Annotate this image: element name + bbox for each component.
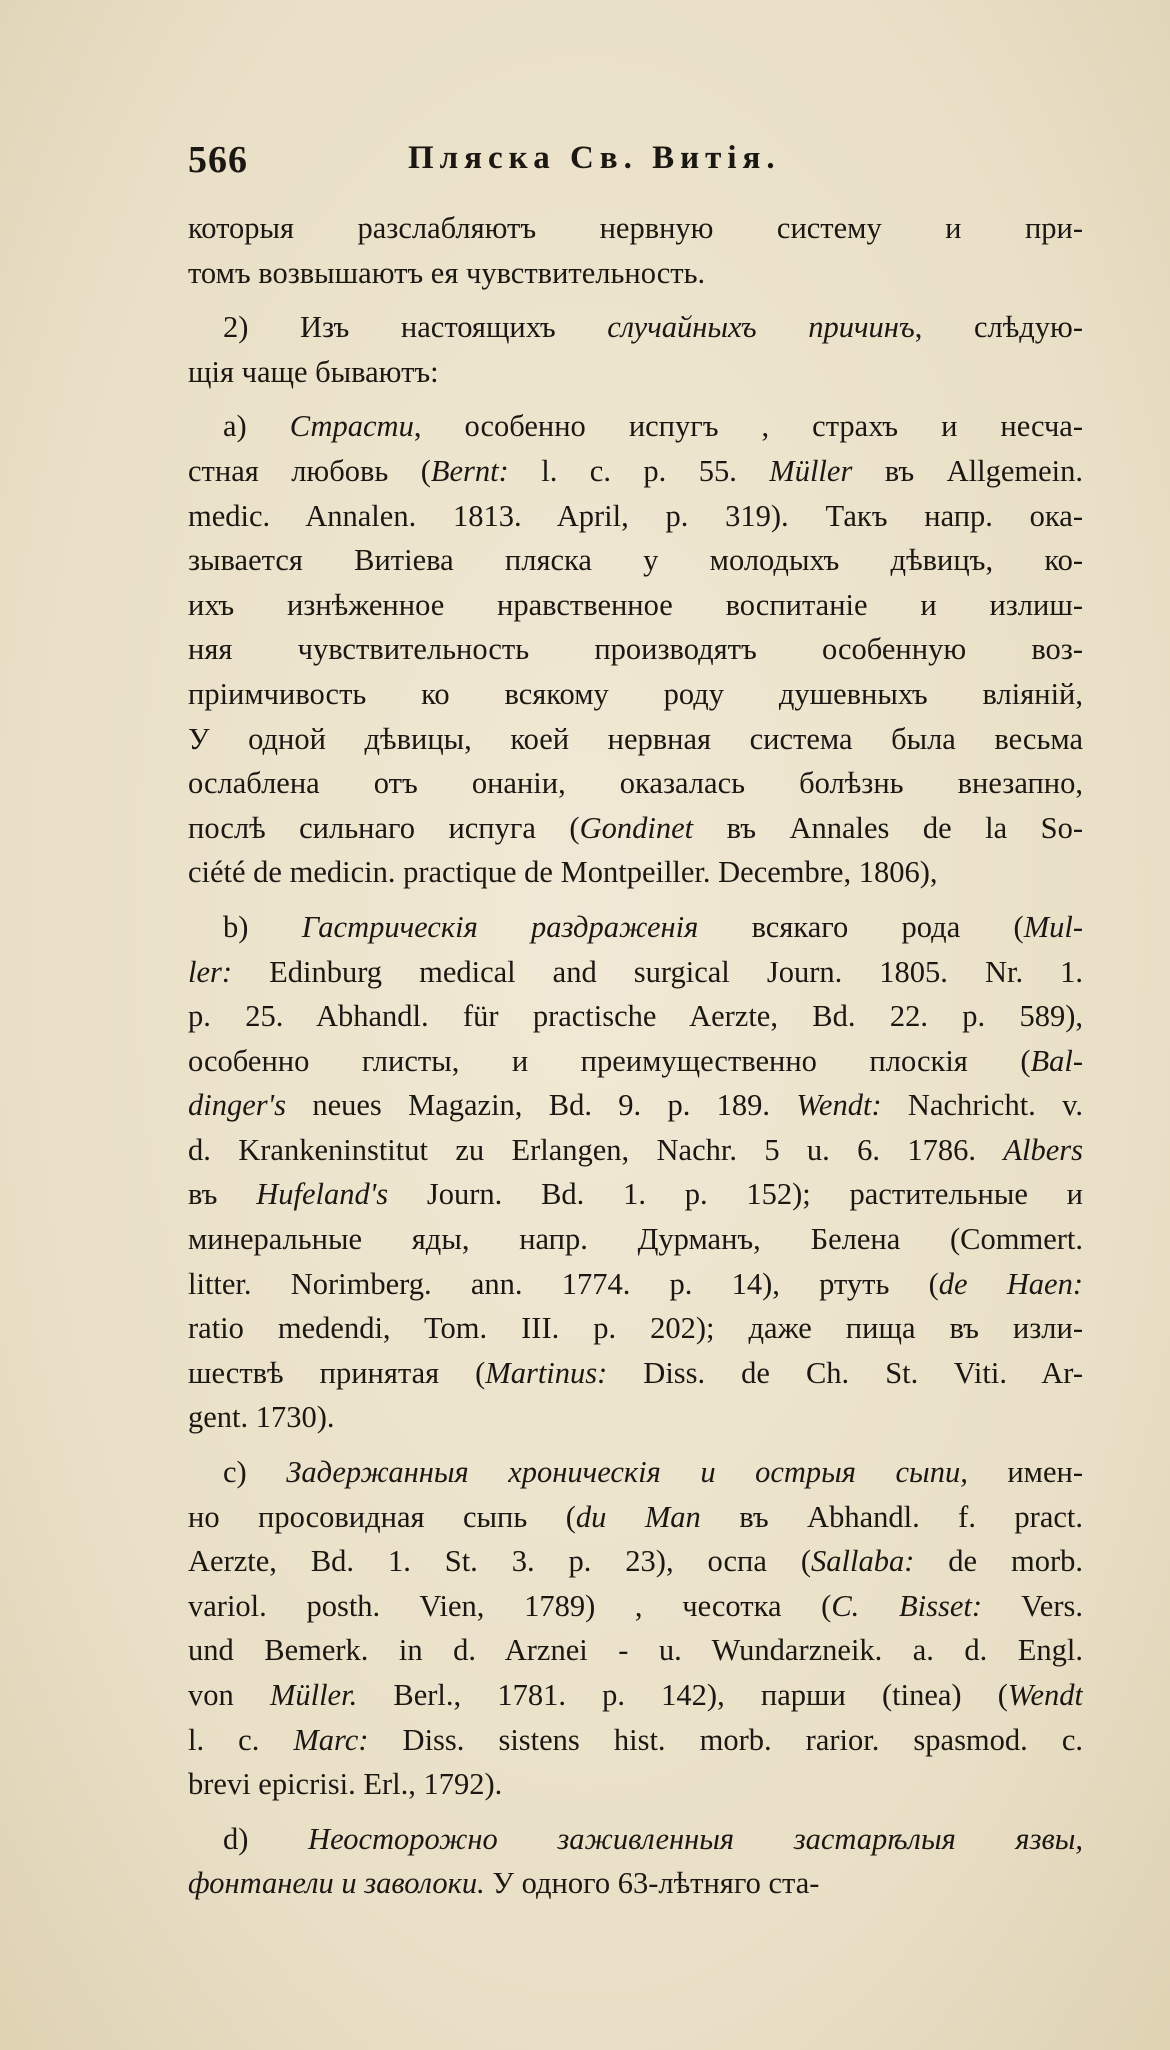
text-segment: томъ возвышаютъ ея чувствительность. [188, 255, 706, 290]
paragraph-d-ulcers [188, 1817, 1083, 1906]
italic-segment: Hufeland's [256, 1177, 389, 1212]
running-title: Пляска Св. Витія. [408, 140, 781, 176]
text-line [188, 449, 1083, 494]
text-segment: шествѣ принятая ( [188, 1355, 486, 1390]
text-segment: brevi epicrisi. Erl., 1792). [188, 1767, 503, 1802]
italic-segment: Страсти [289, 409, 414, 444]
text-segment: , особенно испугъ , страхъ и несча- [413, 409, 1083, 444]
paragraph-c-eruptions [188, 1450, 1083, 1807]
text-line [223, 1450, 1083, 1495]
text-segment: l. c. p. 55. [508, 453, 770, 488]
text-line [188, 672, 1083, 717]
text-segment: ихъ изнѣженное нравственное воспитаніе и излиш- [188, 587, 1083, 622]
text-segment: У одной дѣвицы, коей нервная система была весьма [188, 721, 1083, 756]
text-segment: минеральные яды, напр. Дурманъ, Белена (Commert. [188, 1222, 1083, 1257]
text-segment: variol. posth. Vien, 1789) , чесотка ( [188, 1588, 832, 1623]
text-line [188, 627, 1083, 672]
text-segment: neues Magazin, Bd. 9. p. 189. [286, 1088, 797, 1123]
italic-segment: Gondinet [579, 810, 694, 845]
text-segment: но просовидная сыпь ( [188, 1499, 576, 1534]
text-line [188, 251, 1083, 296]
text-segment: ciété de medicin. practique de Montpeiller. Decembre, 1806), [188, 855, 938, 890]
text-segment: Nachricht. v. [881, 1088, 1083, 1123]
italic-segment: Martinus: [485, 1355, 608, 1390]
italic-segment: C. Bisset: [831, 1588, 983, 1623]
text-line [188, 1861, 1083, 1906]
text-line [188, 1762, 1083, 1807]
text-segment: d) [223, 1821, 309, 1856]
text-segment: l. c. [188, 1722, 294, 1757]
text-segment: всякаго рода ( [698, 909, 1024, 944]
text-segment: стная любовь ( [188, 453, 431, 488]
text-segment: Berl., 1781. p. 142), парши (tinea) ( [357, 1678, 1008, 1712]
text-segment: въ [188, 1177, 257, 1212]
text-line [188, 1128, 1083, 1173]
italic-segment: Mul- [1023, 909, 1083, 944]
italic-segment: Albers [1003, 1132, 1083, 1167]
text-line [188, 1718, 1083, 1763]
text-line [188, 806, 1083, 851]
italic-segment: dinger's [188, 1088, 287, 1123]
paragraph-continuation [188, 206, 1083, 295]
italic-segment: ler: [188, 954, 233, 989]
text-line [188, 350, 1083, 395]
text-segment: d. Krankeninstitut zu Erlangen, Nachr. 5 u. 6. 1786. [188, 1132, 1004, 1167]
text-line [223, 1817, 1083, 1862]
text-segment: зывается Витіева пляска у молодыхъ дѣвицъ, ко- [188, 543, 1083, 578]
text-segment: de morb. [914, 1544, 1083, 1579]
body-text [188, 196, 1083, 1906]
text-segment: b) [223, 909, 302, 944]
paragraph-a-passions [188, 404, 1083, 895]
italic-segment: случайныхъ причинъ [607, 310, 915, 345]
text-line [188, 950, 1083, 995]
text-line [188, 761, 1083, 806]
text-line [188, 1395, 1083, 1440]
text-line [188, 1584, 1083, 1629]
text-segment: имен- [967, 1455, 1083, 1490]
paragraph-b-gastric [188, 905, 1083, 1440]
text-segment: У одного 63-лѣтняго ста- [484, 1866, 820, 1901]
text-line [188, 583, 1083, 628]
text-segment: послѣ сильнаго испуга ( [188, 810, 580, 845]
text-segment: Diss. sistens hist. morb. rarior. spasmod. c. [368, 1722, 1083, 1757]
text-segment: gent. 1730). [188, 1400, 335, 1435]
italic-segment: Sallaba: [811, 1544, 915, 1579]
text-line [223, 404, 1083, 449]
text-line [188, 494, 1083, 539]
italic-segment: Müller [769, 453, 853, 488]
text-segment: няя чувствительность производятъ особенную воз- [188, 632, 1083, 667]
text-line [188, 1628, 1083, 1673]
paragraph-cause-2 [188, 305, 1083, 394]
italic-segment: Bal- [1030, 1043, 1083, 1078]
text-line [188, 1262, 1083, 1307]
text-line [188, 538, 1083, 583]
text-segment: въ Abhandl. f. pract. [700, 1499, 1083, 1534]
text-segment: щія чаще бываютъ: [188, 354, 439, 389]
italic-segment: Неосторожно заживленныя застарѣлыя язвы, [308, 1821, 1083, 1856]
text-segment: въ Annales de la So- [693, 810, 1083, 845]
italic-segment: du Man [575, 1499, 701, 1534]
text-line [188, 1039, 1083, 1084]
text-segment: ratio medendi, Tom. III. p. 202); даже пища въ изли- [188, 1311, 1083, 1346]
text-segment: Edinburg medical and surgical Journ. 1805. Nr. 1. [232, 954, 1083, 989]
text-line [188, 1673, 1083, 1718]
text-segment: которыя разслабляютъ нервную систему и при- [188, 211, 1083, 245]
page-number: 566 [188, 139, 248, 181]
italic-segment: Müller. [269, 1678, 358, 1712]
text-segment: Vers. [982, 1588, 1083, 1623]
text-line [188, 1495, 1083, 1540]
text-segment: Journ. Bd. 1. p. 152); растительные и [388, 1177, 1083, 1212]
text-line [188, 1306, 1083, 1351]
italic-segment: Wendt: [796, 1088, 882, 1123]
italic-segment: Bernt: [430, 453, 509, 488]
text-line [188, 850, 1083, 895]
text-segment: , слѣдую- [914, 310, 1083, 345]
text-segment: medic. Annalen. 1813. April, p. 319). Такъ напр. ока- [188, 498, 1083, 533]
text-line [188, 1539, 1083, 1584]
italic-segment: Marc: [293, 1722, 369, 1757]
text-line [188, 994, 1083, 1039]
italic-segment: Гастрическія раздраженія [301, 909, 699, 944]
text-line [188, 1217, 1083, 1262]
text-line [188, 1083, 1083, 1128]
italic-segment: Wendt [1007, 1678, 1083, 1712]
text-segment: въ Allgemein. [852, 453, 1083, 488]
text-segment: 2) Изъ настоящихъ [223, 310, 608, 345]
text-line [188, 1351, 1083, 1396]
italic-segment: Задержанныя хроническія и острыя сыпи, [286, 1455, 968, 1490]
text-segment: von [188, 1678, 270, 1712]
text-line [223, 905, 1083, 950]
text-segment: und Bemerk. in d. Arznei - u. Wundarzneik. a. d. Engl. [188, 1633, 1083, 1668]
page-header [188, 138, 948, 198]
text-segment: Diss. de Ch. St. Viti. Ar- [607, 1355, 1083, 1390]
text-line [188, 717, 1083, 762]
text-line [188, 206, 1083, 251]
text-segment: c) [223, 1455, 287, 1490]
text-line [188, 1172, 1083, 1217]
text-segment: ослаблена отъ онаніи, оказалась болѣзнь внезапно, [188, 766, 1083, 801]
text-segment: Aerzte, Bd. 1. St. 3. p. 23), оспа ( [188, 1544, 811, 1579]
text-segment: litter. Norimberg. ann. 1774. p. 14), ртуть ( [188, 1266, 939, 1301]
text-segment: a) [223, 409, 290, 444]
text-segment: особенно глисты, и преимущественно плоскія ( [188, 1043, 1031, 1078]
italic-segment: фонтанели и заволоки. [188, 1866, 485, 1901]
text-segment: p. 25. Abhandl. für practische Aerzte, Bd. 22. p. 589), [188, 999, 1083, 1034]
text-segment: пріимчивость ко всякому роду душевныхъ вліяній, [188, 676, 1083, 711]
text-line [223, 305, 1083, 350]
italic-segment: de Haen: [938, 1266, 1083, 1301]
